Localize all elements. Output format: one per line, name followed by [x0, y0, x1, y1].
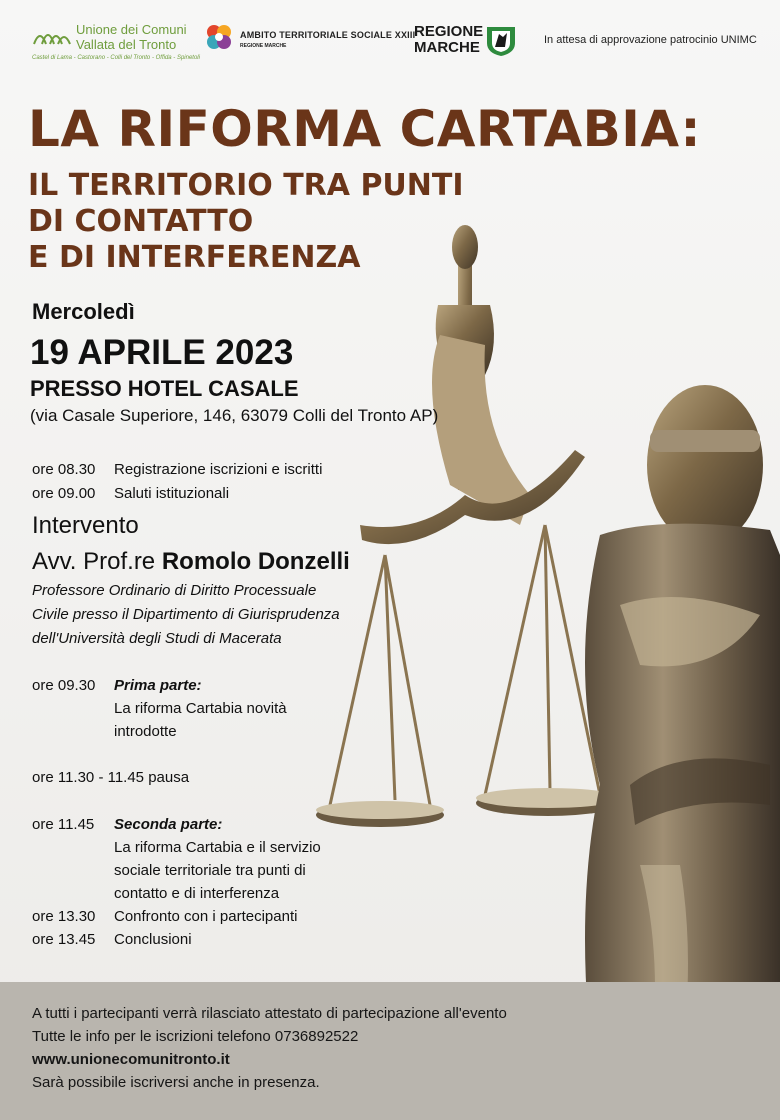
programme-time: ore 11.45 [32, 816, 95, 833]
programme-text: La riforma Cartabia novità [114, 700, 287, 717]
programme-text: Saluti istituzionali [114, 485, 230, 502]
programme-part-title: Prima parte: [114, 677, 202, 694]
people-icon [32, 24, 72, 48]
regione-logo-line2: MARCHE [414, 39, 480, 56]
programme-row [32, 931, 192, 948]
footer-website-link[interactable]: www.unionecomunitronto.it [32, 1051, 230, 1068]
speaker [32, 548, 350, 576]
speaker-bio-line: dell'Università degli Studi di Macerata [32, 630, 282, 647]
programme-text: introdotte [114, 723, 177, 740]
ambito-ring-icon [204, 22, 234, 52]
speaker-bio-line: Civile presso il Dipartimento di Giurisprudenza [32, 606, 340, 623]
header-logos [32, 18, 760, 68]
unione-logo-municipalities: Castel di Lama - Castorano - Colli del Tronto - Offida - Spinetoli [32, 55, 200, 61]
subtitle-line: DI CONTATTO [28, 204, 254, 239]
programme-time: ore 13.45 [32, 931, 96, 948]
programme-time: ore 13.30 [32, 908, 96, 925]
programme-part-title: Seconda parte: [114, 816, 223, 833]
speaker-title: Avv. Prof.re [32, 548, 162, 575]
programme-row [32, 485, 229, 502]
footer-attestato: A tutti i partecipanti verrà rilasciato attestato di partecipazione all'evento [32, 1005, 507, 1022]
programme-text: contatto e di interferenza [114, 885, 280, 902]
unione-logo-line2: Vallata del Tronto [76, 37, 177, 52]
speaker-name: Romolo Donzelli [161, 548, 350, 575]
main-title: LA RIFORMA CARTABIA: [28, 100, 701, 158]
programme-row [32, 908, 297, 925]
footer-presenza-note: Sarà possibile iscriversi anche in presenza. [32, 1074, 320, 1091]
event-address: (via Casale Superiore, 146, 63079 Colli del Tronto AP) [30, 406, 439, 425]
subtitle [28, 168, 464, 276]
regione-marche-logo [414, 22, 524, 62]
programme-text: La riforma Cartabia e il servizio [114, 839, 321, 856]
regione-logo-line1: REGIONE [414, 23, 484, 40]
footer-phone: Tutte le info per le iscrizioni telefono 0736892522 [32, 1028, 359, 1045]
programme-row [32, 677, 202, 694]
programme-pausa: ore 11.30 - 11.45 pausa [32, 769, 190, 786]
programme-time: ore 09.00 [32, 485, 96, 502]
patrocinio-note: In attesa di approvazione patrocinio UNIMC [544, 34, 757, 46]
intervento-heading: Intervento [32, 512, 139, 539]
programme-text: sociale territoriale tra punti di [114, 862, 306, 879]
footer-info-band [0, 982, 780, 1120]
ambito-logo-line2: REGIONE MARCHE [240, 43, 287, 49]
programme-time: ore 08.30 [32, 461, 96, 478]
unione-logo-line1: Unione dei Comuni [76, 22, 187, 37]
regione-shield-icon [485, 25, 517, 57]
subtitle-line: E DI INTERFERENZA [28, 240, 361, 275]
event-date: 19 APRILE 2023 [30, 333, 294, 372]
unione-comuni-logo [32, 22, 200, 62]
programme-row [32, 816, 222, 833]
speaker-bio-line: Professore Ordinario di Diritto Processuale [32, 582, 317, 599]
event-weekday: Mercoledì [32, 299, 135, 324]
ambito-territoriale-logo [204, 22, 416, 58]
subtitle-line: IL TERRITORIO TRA PUNTI [28, 168, 464, 203]
programme-text: Registrazione iscrizioni e iscritti [114, 461, 323, 478]
programme-text: Conclusioni [114, 931, 192, 948]
event-venue: PRESSO HOTEL CASALE [30, 376, 299, 401]
ambito-logo-line1: AMBITO TERRITORIALE SOCIALE XXIII [240, 30, 416, 40]
programme-time: ore 09.30 [32, 677, 96, 694]
programme-text: Confronto con i partecipanti [114, 908, 298, 925]
programme-row [32, 461, 322, 478]
